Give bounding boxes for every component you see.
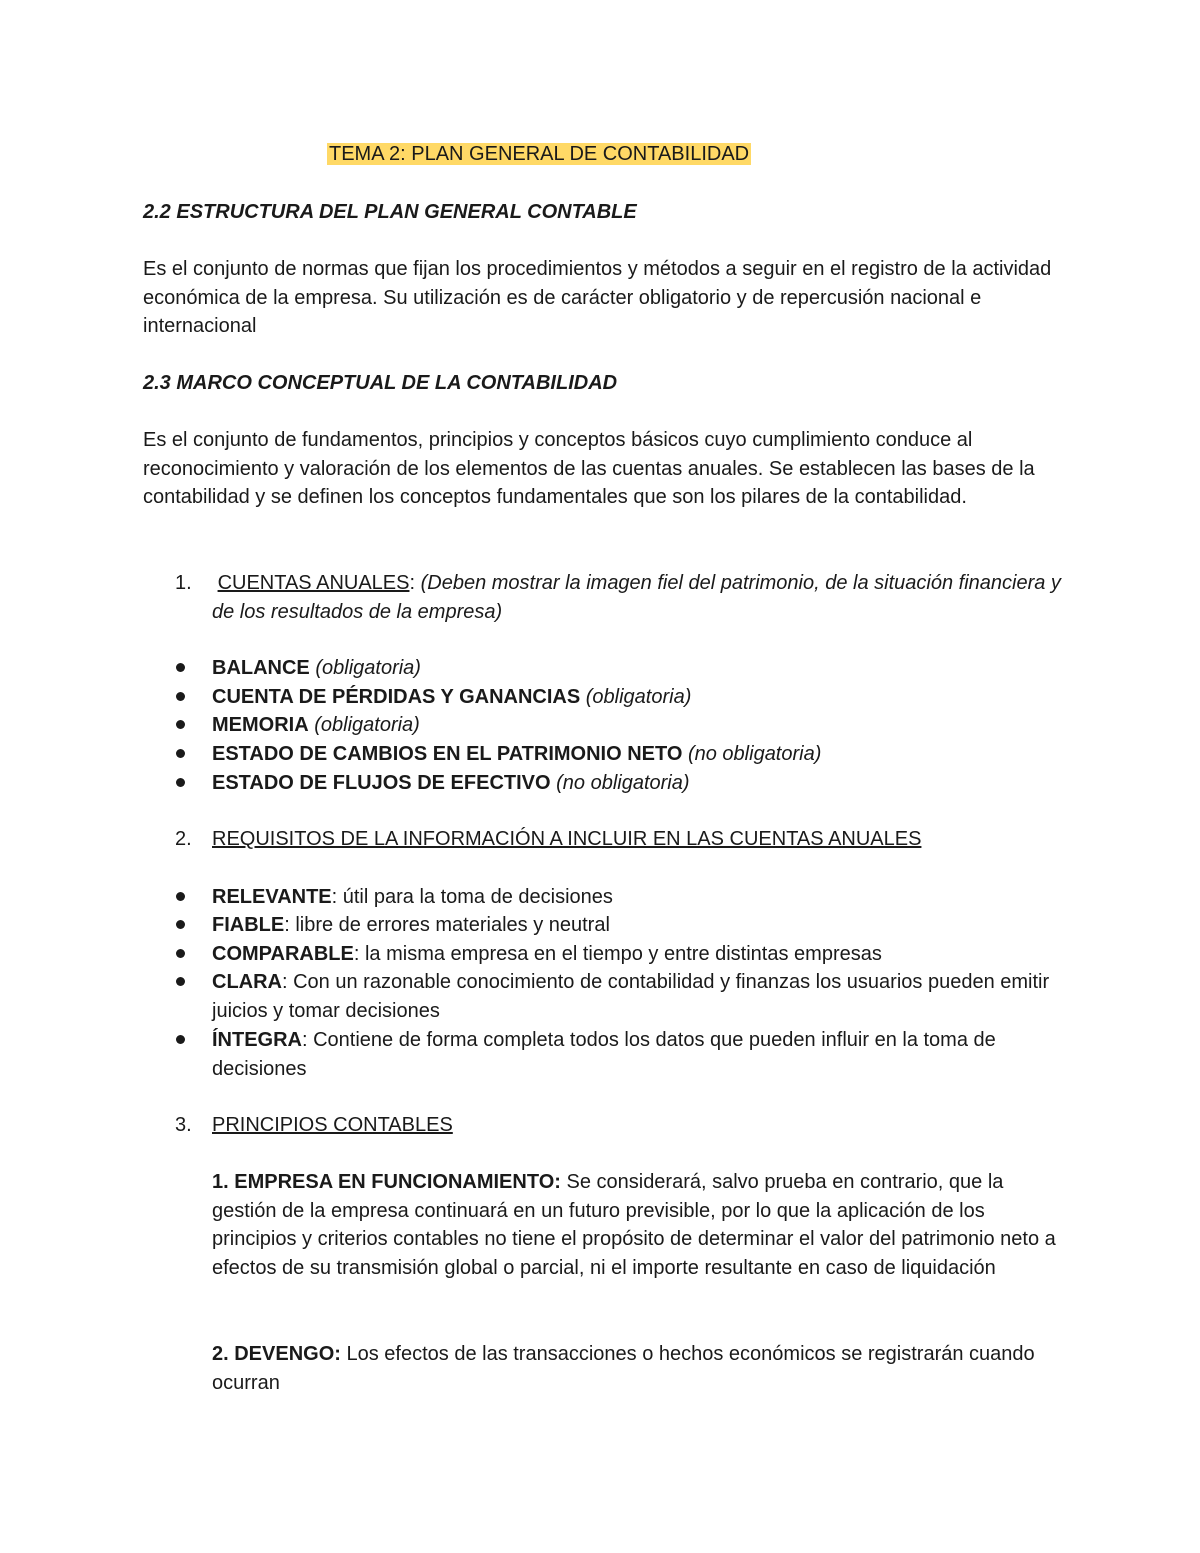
list-item-name: RELEVANTE — [212, 886, 332, 908]
list-item — [212, 940, 1072, 969]
item-1-text — [212, 569, 1072, 626]
list-item-note: (no obligatoria) — [687, 743, 822, 765]
bullet-icon — [176, 720, 185, 729]
list-item — [212, 769, 1072, 798]
list-item — [212, 968, 1072, 1025]
list-item-note: (no obligatoria) — [556, 772, 690, 794]
principle-name: 2. DEVENGO: — [212, 1343, 341, 1365]
list-item-note: (obligatoria) — [315, 657, 421, 679]
bullet-icon — [176, 892, 185, 901]
list-item-name: CLARA — [212, 971, 282, 993]
list-item — [212, 911, 1072, 940]
list-item-name: CUENTA DE PÉRDIDAS Y GANANCIAS — [212, 686, 581, 708]
item-1-separator: : — [409, 572, 416, 594]
list-item-name: FIABLE — [212, 914, 285, 936]
list-item-text: : la misma empresa en el tiempo y entre distintas empresas — [353, 943, 882, 965]
list-item — [212, 883, 1072, 912]
list-item — [212, 683, 1072, 712]
list-item-text: : Contiene de forma completa todos los datos que pueden influir en la toma de decisiones — [212, 1029, 996, 1080]
list-item-name: ESTADO DE FLUJOS DE EFECTIVO — [212, 772, 551, 794]
section-2-2-body: Es el conjunto de normas que fijan los procedimientos y métodos a seguir en el registro de la actividad económica de la empresa. Su utilización es de carácter obligatorio y de repercusión nacional e internacional — [143, 258, 1052, 338]
list-item-name: MEMORIA — [212, 714, 309, 736]
list-item-name: COMPARABLE — [212, 943, 354, 965]
principle-text: Los efectos de las transacciones o hechos económicos se registrarán cuando ocurran — [212, 1343, 1035, 1394]
item-3-label: PRINCIPIOS CONTABLES — [212, 1114, 453, 1136]
bullet-icon — [176, 949, 185, 958]
section-2-3-heading: 2.3 MARCO CONCEPTUAL DE LA CONTABILIDAD — [143, 372, 618, 394]
list-item-name: ÍNTEGRA — [212, 1029, 302, 1051]
principle-paragraph — [212, 1168, 1072, 1283]
list-item-text: : libre de errores materiales y neutral — [284, 914, 610, 936]
item-1-number: 1. — [175, 572, 192, 594]
list-item-note: (obligatoria) — [585, 686, 692, 708]
item-3-number: 3. — [175, 1114, 192, 1136]
principle-paragraph — [212, 1340, 1072, 1397]
document-title — [327, 140, 751, 168]
list-item — [212, 740, 1072, 769]
bullet-icon — [176, 1035, 185, 1044]
item-1-label: CUENTAS ANUALES — [217, 572, 410, 594]
list-item-note: (obligatoria) — [314, 714, 420, 736]
section-2-2-heading: 2.2 ESTRUCTURA DEL PLAN GENERAL CONTABLE — [143, 201, 637, 223]
item-2-label: REQUISITOS DE LA INFORMACIÓN A INCLUIR EN LAS CUENTAS ANUALES — [212, 828, 922, 850]
bullet-icon — [176, 692, 185, 701]
item-1-note: (Deben mostrar la imagen fiel del patrimonio, de la situación financiera y de los resultados de la empresa) — [212, 572, 1061, 623]
item-2-number: 2. — [175, 828, 192, 850]
list-item-name: BALANCE — [212, 657, 310, 679]
bullet-icon — [176, 663, 185, 672]
list-item — [212, 1026, 1072, 1083]
bullet-icon — [176, 977, 185, 986]
bullet-icon — [176, 920, 185, 929]
list-item — [212, 654, 1072, 683]
title-highlight: TEMA 2: PLAN GENERAL DE CONTABILIDAD — [329, 143, 750, 165]
list-item — [212, 711, 1072, 740]
principle-text: Se considerará, salvo prueba en contrario, que la gestión de la empresa continuará en un futuro previsible, por lo que la aplicación de los principios y criterios contables no tiene el propósito de determinar el valor del patrimonio neto a efectos de su transmisión global o parcial, ni el importe resultante en caso de liquidación — [212, 1171, 1056, 1280]
bullet-icon — [176, 749, 185, 758]
list-item-text: : útil para la toma de decisiones — [331, 886, 613, 908]
list-item-name: ESTADO DE CAMBIOS EN EL PATRIMONIO NETO — [212, 743, 683, 765]
bullet-icon — [176, 778, 185, 787]
section-2-3-body: Es el conjunto de fundamentos, principios y conceptos básicos cuyo cumplimiento conduce al reconocimiento y valoración de los elementos de las cuentas anuales. Se establecen las bases de la contabilidad y se definen los conceptos fundamentales que son los pilares de la contabilidad. — [143, 429, 1035, 509]
principle-name: 1. EMPRESA EN FUNCIONAMIENTO: — [212, 1171, 561, 1193]
list-item-text: : Con un razonable conocimiento de contabilidad y finanzas los usuarios pueden emitir juicios y tomar decisiones — [212, 971, 1050, 1022]
